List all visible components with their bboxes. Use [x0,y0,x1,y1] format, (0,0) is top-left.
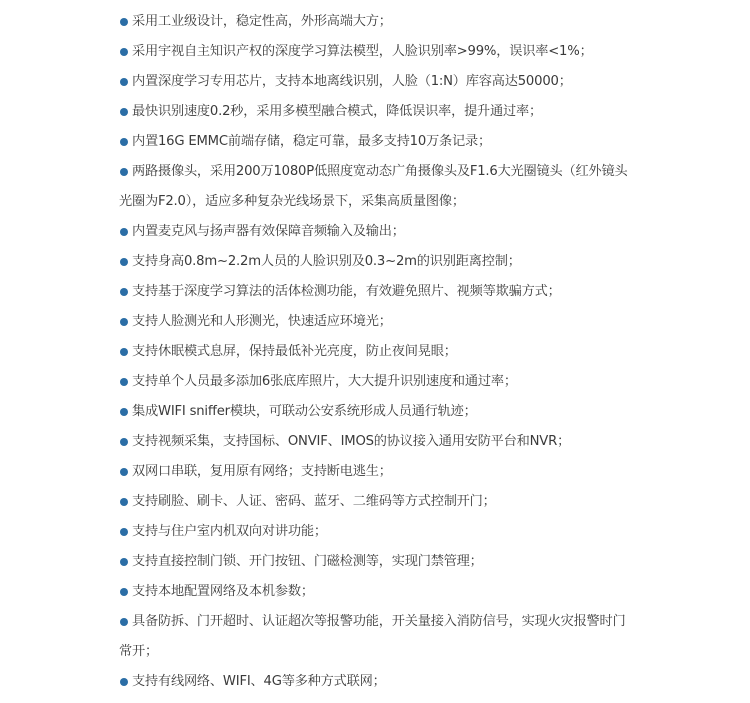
feature-text: 采用工业级设计，稳定性高，外形高端大方； [132,14,392,29]
list-item [119,577,631,607]
list-item [119,37,631,67]
list-item [119,667,631,697]
bullet-dot-icon [120,528,128,536]
list-item [119,247,631,277]
list-item [119,217,631,247]
bullet-dot-icon [120,258,128,266]
bullet-dot-icon [120,18,128,26]
feature-text: 支持与住户室内机双向对讲功能； [132,524,327,539]
bullet-dot-icon [120,438,128,446]
feature-text: 支持本地配置网络及本机参数； [132,584,314,599]
feature-text: 支持休眠模式息屏，保持最低补光亮度，防止夜间晃眼； [132,344,457,359]
list-item [119,337,631,367]
list-item [119,127,631,157]
bullet-dot-icon [120,48,128,56]
feature-text: 采用宇视自主知识产权的深度学习算法模型，人脸识别率>99%，误识率<1%； [132,44,593,59]
bullet-dot-icon [120,288,128,296]
list-item [119,397,631,427]
list-item [119,307,631,337]
list-item [119,67,631,97]
feature-text: 支持单个人员最多添加6张底库照片，大大提升识别速度和通过率； [132,374,517,389]
bullet-dot-icon [120,468,128,476]
feature-text: 支持人脸测光和人形测光，快速适应环境光； [132,314,392,329]
list-item [119,277,631,307]
list-item [119,157,631,217]
feature-text: 最快识别速度0.2秒，采用多模型融合模式，降低误识率，提升通过率； [132,104,542,119]
bullet-dot-icon [120,378,128,386]
list-item [119,547,631,577]
list-item [119,7,631,37]
bullet-dot-icon [120,558,128,566]
feature-list [119,7,631,697]
feature-text: 内置麦克风与扬声器有效保障音频输入及输出； [132,224,405,239]
bullet-dot-icon [120,168,128,176]
list-item [119,427,631,457]
bullet-dot-icon [120,618,128,626]
bullet-dot-icon [120,108,128,116]
feature-text: 支持视频采集，支持国标、ONVIF、IMOS的协议接入通用安防平台和NVR； [132,434,571,449]
bullet-dot-icon [120,408,128,416]
feature-text: 具备防拆、门开超时、认证超次等报警功能，开关量接入消防信号，实现火灾报警时门常开； [119,614,626,659]
bullet-dot-icon [120,228,128,236]
list-item [119,367,631,397]
bullet-dot-icon [120,138,128,146]
feature-text: 内置16G EMMC前端存储，稳定可靠，最多支持10万条记录； [132,134,492,149]
bullet-dot-icon [120,348,128,356]
feature-text: 支持直接控制门锁、开门按钮、门磁检测等，实现门禁管理； [132,554,483,569]
feature-text: 支持有线网络、WIFI、4G等多种方式联网； [132,674,386,689]
list-item [119,517,631,547]
bullet-dot-icon [120,78,128,86]
list-item [119,457,631,487]
list-item [119,97,631,127]
feature-text: 支持基于深度学习算法的活体检测功能，有效避免照片、视频等欺骗方式； [132,284,561,299]
feature-text: 两路摄像头，采用200万1080P低照度宽动态广角摄像头及F1.6大光圈镜头（红外镜头光圈为F2.0），适应多种复杂光线场景下，采集高质量图像； [119,164,628,209]
bullet-dot-icon [120,678,128,686]
feature-text: 双网口串联，复用原有网络；支持断电逃生； [132,464,392,479]
feature-text: 支持身高0.8m~2.2m人员的人脸识别及0.3~2m的识别距离控制； [132,254,521,269]
bullet-dot-icon [120,318,128,326]
feature-text: 支持刷脸、刷卡、人证、密码、蓝牙、二维码等方式控制开门； [132,494,496,509]
list-item [119,487,631,517]
feature-text: 内置深度学习专用芯片，支持本地离线识别，人脸（1:N）库容高达50000； [132,74,572,89]
bullet-dot-icon [120,498,128,506]
feature-text: 集成WIFI sniffer模块，可联动公安系统形成人员通行轨迹； [132,404,477,419]
bullet-dot-icon [120,588,128,596]
list-item [119,607,631,667]
